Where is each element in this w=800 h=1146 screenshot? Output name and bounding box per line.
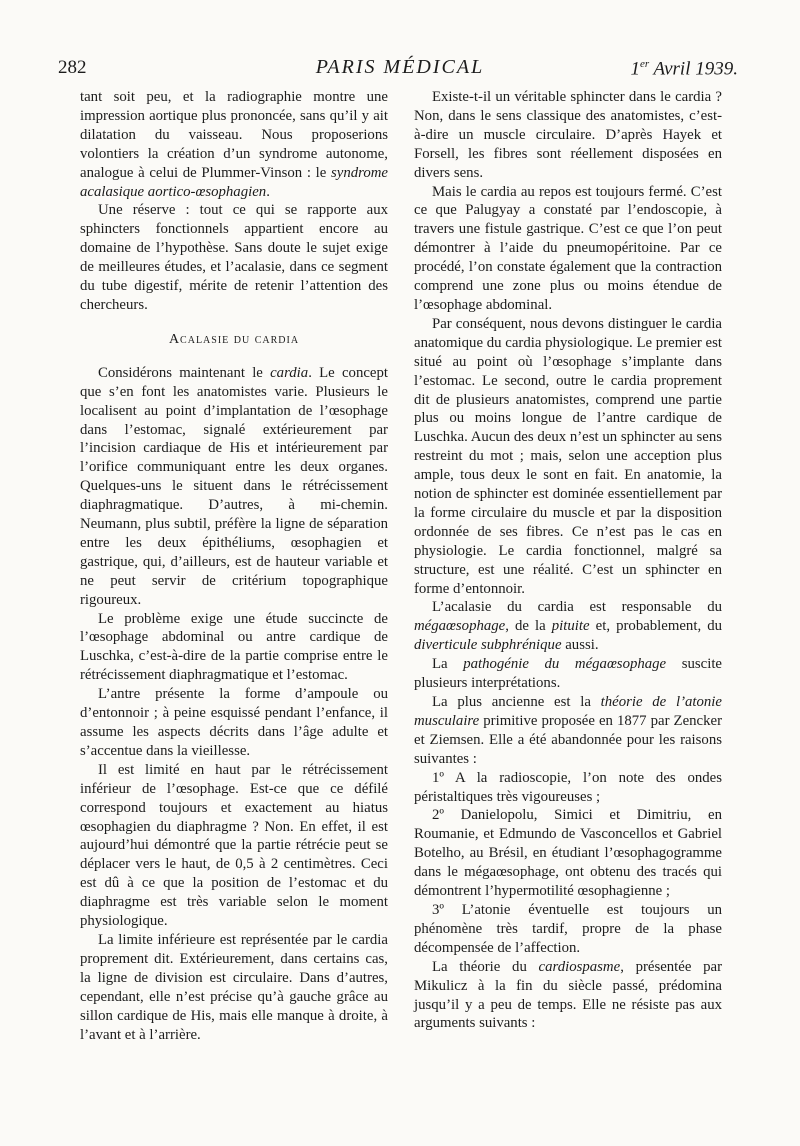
emphasis: syndrome acalasique aortico-œsophagien bbox=[80, 164, 388, 200]
issue-date-rest: Avril 1939. bbox=[649, 58, 738, 80]
paragraph: La limite inférieure est représentée par le cardia proprement dit. Extérieurement, dans certains cas, la ligne de division est circulaire. Dans d’autres, cependant, elle n’est précise qu’à gauche grâce au sillon cardique de His, mais elle manque à droite, à l’avant et à l’arrière. bbox=[80, 931, 388, 1043]
paragraph-text: La théorie du bbox=[432, 958, 539, 975]
page-number: 282 bbox=[58, 57, 87, 78]
issue-date bbox=[630, 58, 738, 80]
paragraph-text: suscite plusieurs interprétations. bbox=[414, 656, 722, 692]
paragraph: Par conséquent, nous devons distinguer le cardia anatomique du cardia physiologique. Le premier est situé au point où l’œsophage s’implante dans l’estomac. Le second, outre le cardia proprement dit de plusieurs anatomistes, comprend une partie plus ou moins longue de l’antre cardique de Luschka. Aucun des deux n’est un sphincter au sens restreint du mot ; mais, selon une acception plus ample, tous deux le sont en fait. En anatomie, la notion de sphincter est dominée essentiellement par la forme circulaire du muscle et par la disposition ordonnée de ses fibres. Ce n’est pas le cas en physiologie. Le cardia fonctionnel, malgré sa structure, est une réalité. C’est un sphincter en forme d’entonnoir. bbox=[414, 315, 722, 597]
emphasis: cardia bbox=[270, 364, 309, 381]
section-heading: Acalasie du cardia bbox=[168, 331, 300, 347]
paragraph-text: aussi. bbox=[561, 637, 599, 654]
paragraph: Mais le cardia au repos est toujours fermé. C’est ce que Palugyay a constaté par l’endoscopie, à travers une fistule gastrique. C’est ce que l’on peut démontrer à l’aide du pneumopéritoine. Par ce procédé, l’on constate également que la contraction comprend une zone plus ou moins étendue de l’œsophage abdominal. bbox=[414, 183, 722, 313]
paragraph-tail: . bbox=[266, 183, 270, 200]
paragraph-text: tant soit peu, et la radiographie montre une impression aortique plus prononcée, sans qu’il y ait dilatation du vaisseau. Nous proposerions volontiers la création d’un syndrome autonome, analogue à celui de Plummer-Vinson : le bbox=[80, 89, 388, 181]
paragraph: Existe-t-il un véritable sphincter dans le cardia ? Non, dans le sens classique des anatomistes, c’est-à-dire un muscle circulaire. D’après Hayek et Forsell, les fibres sont réellement disposées en divers sens. bbox=[414, 89, 722, 181]
list-item: 1º A la radioscopie, l’on note des ondes péristaltiques très vigoureuses ; bbox=[414, 769, 722, 805]
paragraph-text: L’acalasie du cardia est responsable du bbox=[432, 599, 722, 616]
paragraph bbox=[80, 364, 388, 610]
issue-date-day: 1 bbox=[630, 58, 640, 80]
paragraph bbox=[414, 958, 722, 1034]
paragraph-text: primitive proposée en 1877 par Zencker et Ziemsen. Elle a été abandonnée pour les raisons suivantes : bbox=[414, 712, 722, 767]
paragraph-text: , présentée par Mikulicz à la fin du siècle passé, prédomina jusqu’il y a peu de temps. Elle ne résiste pas aux arguments suivants : bbox=[414, 958, 722, 1032]
right-column bbox=[414, 88, 722, 1033]
emphasis: mégaœsophage bbox=[414, 618, 506, 635]
paragraph-text: , de la bbox=[505, 618, 552, 635]
list-item: 3º L’atonie éventuelle est toujours un phénomène très tardif, propre de la phase décompensée de l’affection. bbox=[414, 901, 722, 956]
paragraph-text: La plus ancienne est la bbox=[432, 694, 601, 710]
journal-title: PARIS MÉDICAL bbox=[315, 56, 485, 78]
paragraph: Il est limité en haut par le rétrécissement inférieur de l’œsophage. Est-ce que ce défilé correspond toujours et exactement au hiatus œsophagien du diaphragme ? Non. En effet, il est aujourd’hui démontré que la partie rétrécie peut se déplacer vers le haut, de 0,5 à 2 centimètres. Ceci est dû à ce que la position de l’estomac et du diaphragme est très variable selon le moment physiologique. bbox=[80, 761, 388, 930]
paragraph: L’antre présente la forme d’ampoule ou d’entonnoir ; à peine esquissé pendant l’enfance, il assume les aspects décrits dans l’âge adulte et s’accentue dans la vieillesse. bbox=[80, 686, 388, 759]
paragraph bbox=[414, 655, 722, 693]
paragraph: Une réserve : tout ce qui se rapporte aux sphincters fonctionnels appartient encore au domaine de l’hypothèse. Sans doute le sujet exige de meilleures études, et l’acalasie, dans ce segment du tube digestif, mérite de retenir l’attention des chercheurs. bbox=[80, 202, 388, 313]
paragraph bbox=[80, 88, 388, 201]
paragraph-text: . Le concept que s’en font les anatomistes varie. Plusieurs le localisent au point d’implantation de l’œsophage dans l’estomac, signalé extérieurement par l’incision cardiaque de His et intérieurement par l’orifice communiquant entre les deux organes. Quelques-uns le situent dans le rétrécissement diaphragmatique. D’autres, à mi-chemin. Neumann, plus subtil, préfère la ligne de séparation entre les deux épithéliums, œsophagien et gastrique, qui, d’ailleurs, est de hauteur variable et ne peut servir de critérium topographique rigoureux. bbox=[80, 364, 388, 608]
emphasis: cardiospasme bbox=[538, 958, 621, 975]
paragraph bbox=[414, 598, 722, 655]
emphasis: théorie de l’atonie musculaire bbox=[414, 694, 722, 729]
paragraph-text: Considérons maintenant le bbox=[98, 364, 271, 381]
emphasis: diverticule subphrénique bbox=[414, 637, 562, 654]
emphasis: pathogénie du mégaœsophage bbox=[463, 656, 667, 673]
paragraph bbox=[414, 693, 722, 769]
list-item: 2º Danielopolu, Simici et Dimitriu, en Roumanie, et Edmundo de Vasconcellos et Gabriel Botelho, au Brésil, en étudiant l’œsophagogramme dans le mégaœsophage, ont obtenu des tracés qui démontrent l’hypermotilité œsophagienne ; bbox=[414, 807, 722, 900]
issue-date-sup: er bbox=[639, 58, 650, 70]
paragraph: Le problème exige une étude succincte de l’œsophage abdominal ou antre cardique de Luschka, c’est-à-dire de la partie comprise entre le rétrécissement diaphragmatique et l’estomac. bbox=[80, 610, 388, 684]
emphasis: pituite bbox=[551, 618, 590, 635]
paragraph-text: La bbox=[432, 656, 464, 673]
left-column bbox=[80, 88, 388, 1044]
paragraph-text: et, probablement, du bbox=[589, 618, 722, 635]
